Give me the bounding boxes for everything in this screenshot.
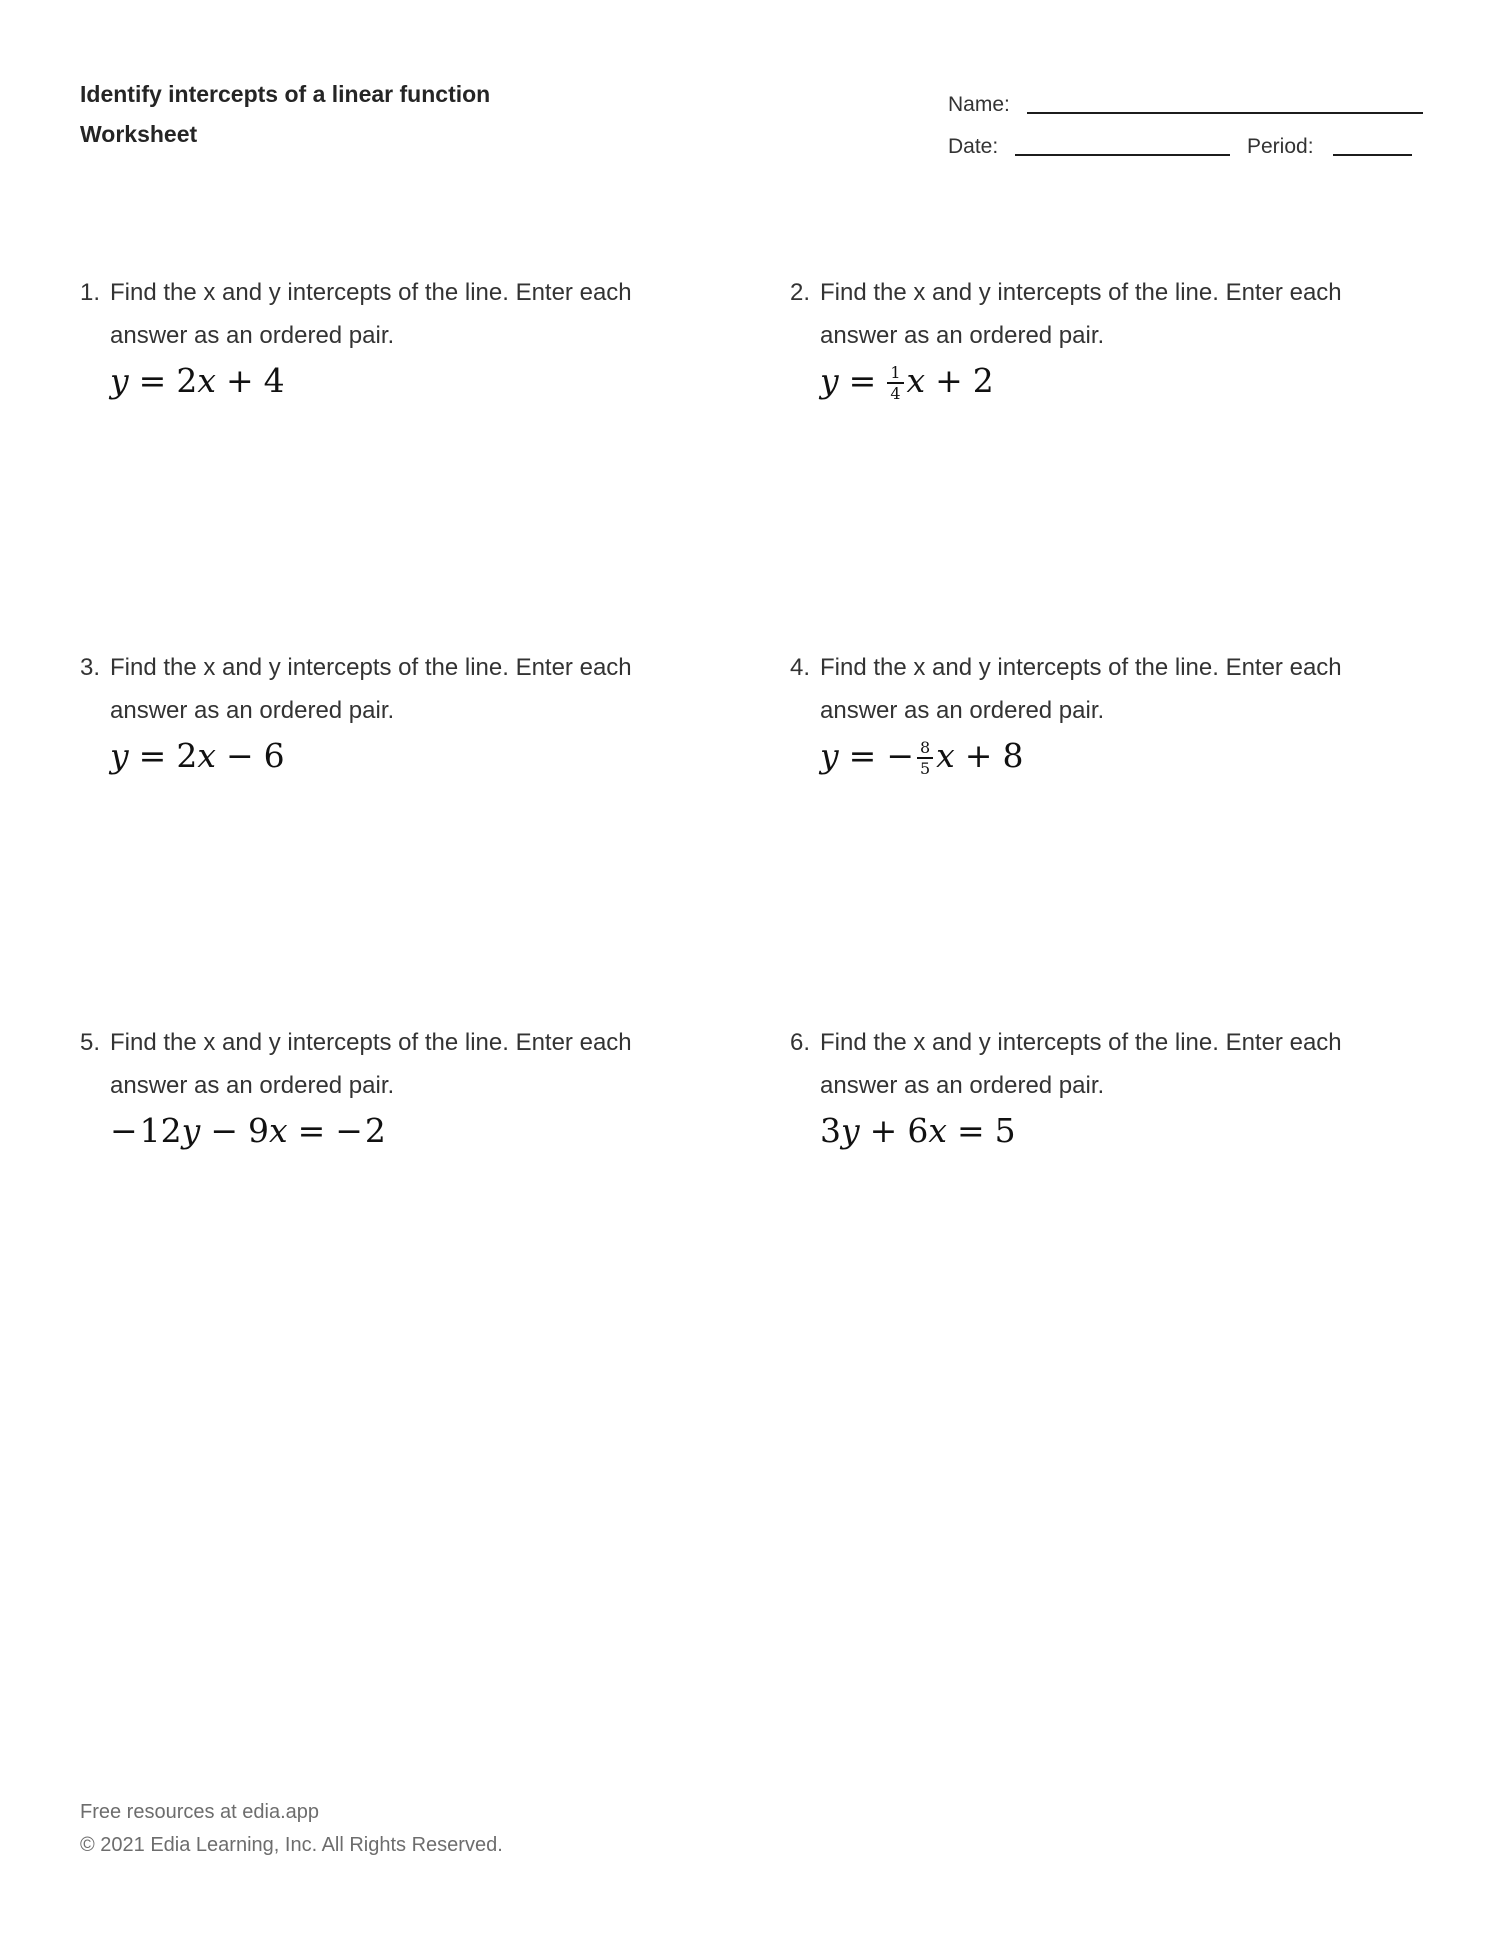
problem-5-question [80, 1021, 740, 1107]
prompt-line-1: Find the x and y intercepts of the line. Enter each [110, 1029, 632, 1056]
footer-line-1: Free resources at edia.app [80, 1801, 320, 1823]
problem-prompt [110, 271, 632, 357]
title-line-2: Worksheet [80, 121, 198, 147]
period-label: Period: [1247, 135, 1314, 158]
date-blank-line [1015, 154, 1230, 156]
problem-number: 2. [790, 279, 811, 306]
problem-number: 3. [80, 654, 101, 681]
problem-4-question [790, 646, 1450, 732]
problem-number: 6. [790, 1029, 811, 1056]
problem-6 [790, 1021, 1450, 1231]
problem-1 [80, 271, 740, 481]
problem-3 [80, 646, 740, 856]
prompt-line-2: answer as an ordered pair. [820, 322, 1105, 349]
problem-equation: −12y − 9x = −2 [110, 1111, 386, 1150]
problem-2 [790, 271, 1450, 481]
problem-equation: y = 2x + 4 [110, 361, 285, 400]
prompt-line-2: answer as an ordered pair. [110, 1072, 395, 1099]
prompt-line-2: answer as an ordered pair. [820, 1072, 1105, 1099]
prompt-line-2: answer as an ordered pair. [820, 697, 1105, 724]
name-label: Name: [948, 93, 1010, 116]
problem-2-question [790, 271, 1450, 357]
problem-number: 1. [80, 279, 101, 306]
problem-prompt [110, 1021, 632, 1107]
problem-5 [80, 1021, 740, 1231]
problem-1-question [80, 271, 740, 357]
problem-prompt [820, 271, 1342, 357]
problem-equation: 3y + 6x = 5 [820, 1111, 1016, 1150]
problem-prompt [820, 1021, 1342, 1107]
problem-equation: y = $\frac{1}{4}$ x + 2 [820, 361, 994, 403]
name-blank-line [1027, 112, 1423, 114]
problem-equation: y = 2x − 6 [110, 736, 285, 775]
prompt-line-1: Find the x and y intercepts of the line. Enter each [820, 1029, 1342, 1056]
period-blank-line [1333, 154, 1412, 156]
problem-prompt [820, 646, 1342, 732]
page-footer [80, 1796, 503, 1862]
problem-3-question [80, 646, 740, 732]
prompt-line-1: Find the x and y intercepts of the line. Enter each [820, 654, 1342, 681]
problem-prompt [110, 646, 632, 732]
problem-number: 5. [80, 1029, 101, 1056]
problem-4 [790, 646, 1450, 856]
prompt-line-1: Find the x and y intercepts of the line. Enter each [820, 279, 1342, 306]
date-label: Date: [948, 135, 999, 158]
prompt-line-2: answer as an ordered pair. [110, 322, 395, 349]
prompt-line-1: Find the x and y intercepts of the line. Enter each [110, 279, 632, 306]
problem-number: 4. [790, 654, 811, 681]
problem-6-question [790, 1021, 1450, 1107]
title-line-1: Identify intercepts of a linear function [80, 81, 491, 107]
footer-line-2: © 2021 Edia Learning, Inc. All Rights Reserved. [80, 1834, 503, 1856]
prompt-line-1: Find the x and y intercepts of the line. Enter each [110, 654, 632, 681]
problem-equation: y = − $\frac{8}{5}$ x + 8 [820, 736, 1024, 778]
prompt-line-2: answer as an ordered pair. [110, 697, 395, 724]
worksheet-title [80, 74, 490, 154]
